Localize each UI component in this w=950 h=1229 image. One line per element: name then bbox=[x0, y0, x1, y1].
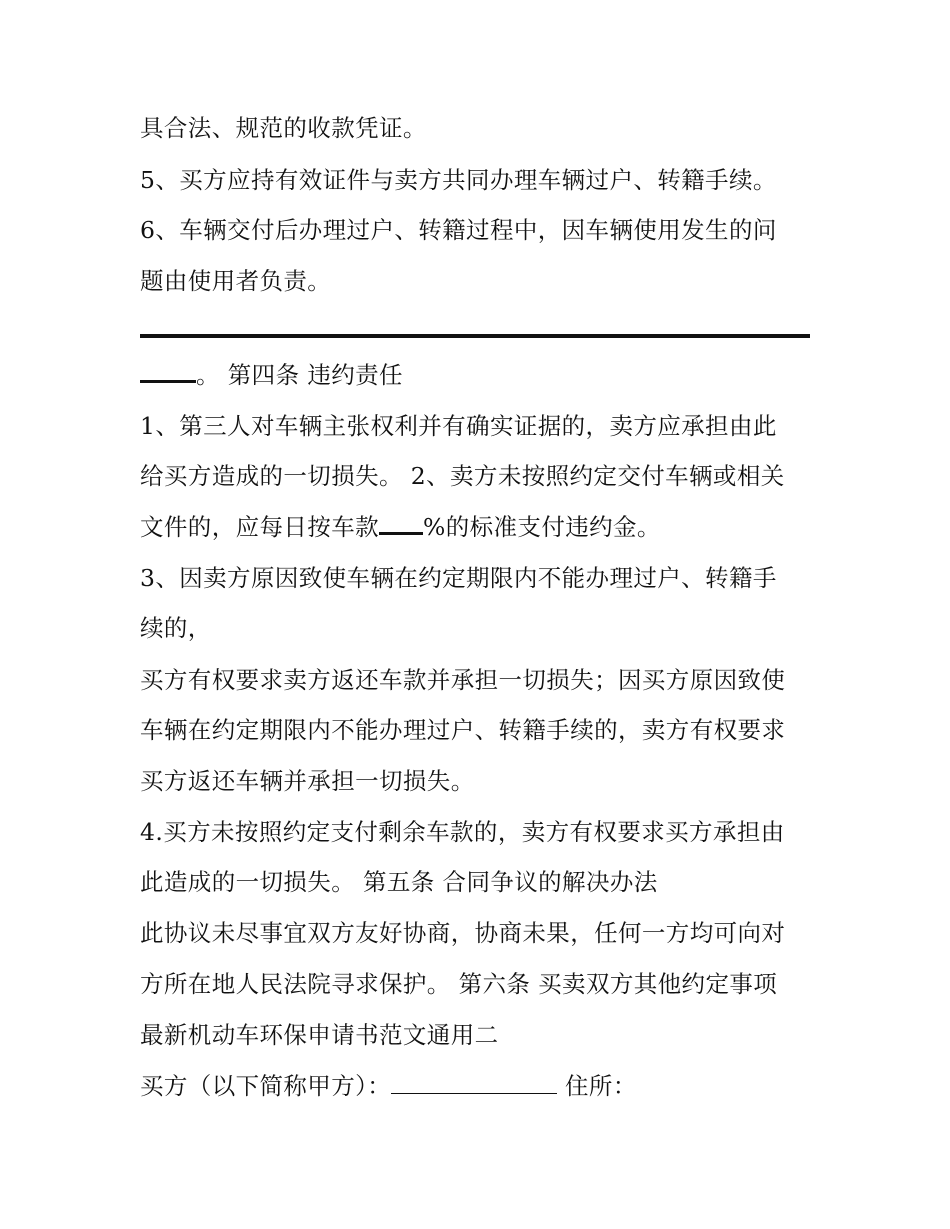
text-line bbox=[140, 1071, 637, 1101]
text-line: 方所在地人民法院寻求保护。 第六条 买卖双方其他约定事项 bbox=[140, 970, 778, 998]
text-line: 此协议未尽事宜双方友好协商，协商未果，任何一方均可向对 bbox=[140, 919, 786, 947]
text-line: 3、因卖方原因致使车辆在约定期限内不能办理过户、转籍手 bbox=[140, 564, 777, 592]
text-line: 买方有权要求卖方返还车款并承担一切损失；因买方原因致使 bbox=[140, 666, 786, 694]
text-segment: 买方（以下简称甲方）： bbox=[140, 1072, 392, 1100]
text-segment: 住所： bbox=[557, 1072, 637, 1100]
text-line: 题由使用者负责。 bbox=[140, 267, 332, 295]
text-line: 6、车辆交付后办理过户、转籍过程中，因车辆使用发生的问 bbox=[140, 216, 777, 244]
text-line: 5、买方应持有效证件与卖方共同办理车辆过户、转籍手续。 bbox=[140, 166, 777, 194]
text-line: 最新机动车环保申请书范文通用二 bbox=[140, 1021, 499, 1049]
fill-blank bbox=[140, 362, 196, 383]
text-line: 给买方造成的一切损失。 2、卖方未按照约定交付车辆或相关 bbox=[140, 462, 785, 490]
horizontal-rule bbox=[140, 334, 810, 338]
text-line: 此造成的一切损失。 第五条 合同争议的解决办法 bbox=[140, 868, 658, 896]
fill-blank bbox=[379, 514, 423, 535]
text-line: 具合法、规范的收款凭证。 bbox=[140, 114, 427, 142]
text-line bbox=[140, 512, 661, 542]
text-segment: 文件的，应每日按车款 bbox=[140, 513, 379, 541]
text-line bbox=[140, 360, 403, 390]
text-line: 车辆在约定期限内不能办理过户、转籍手续的，卖方有权要求 bbox=[140, 716, 786, 744]
section-heading: 。 第四条 违约责任 bbox=[196, 361, 403, 389]
text-line: 买方返还车辆并承担一切损失。 bbox=[140, 767, 475, 795]
text-line: 续的， bbox=[140, 614, 212, 642]
text-line: 1、第三人对车辆主张权利并有确实证据的，卖方应承担由此 bbox=[140, 412, 777, 440]
fill-blank bbox=[391, 1075, 557, 1094]
text-line: 4.买方未按照约定支付剩余车款的，卖方有权要求买方承担由 bbox=[140, 818, 785, 846]
text-segment: %的标准支付违约金。 bbox=[423, 513, 661, 541]
